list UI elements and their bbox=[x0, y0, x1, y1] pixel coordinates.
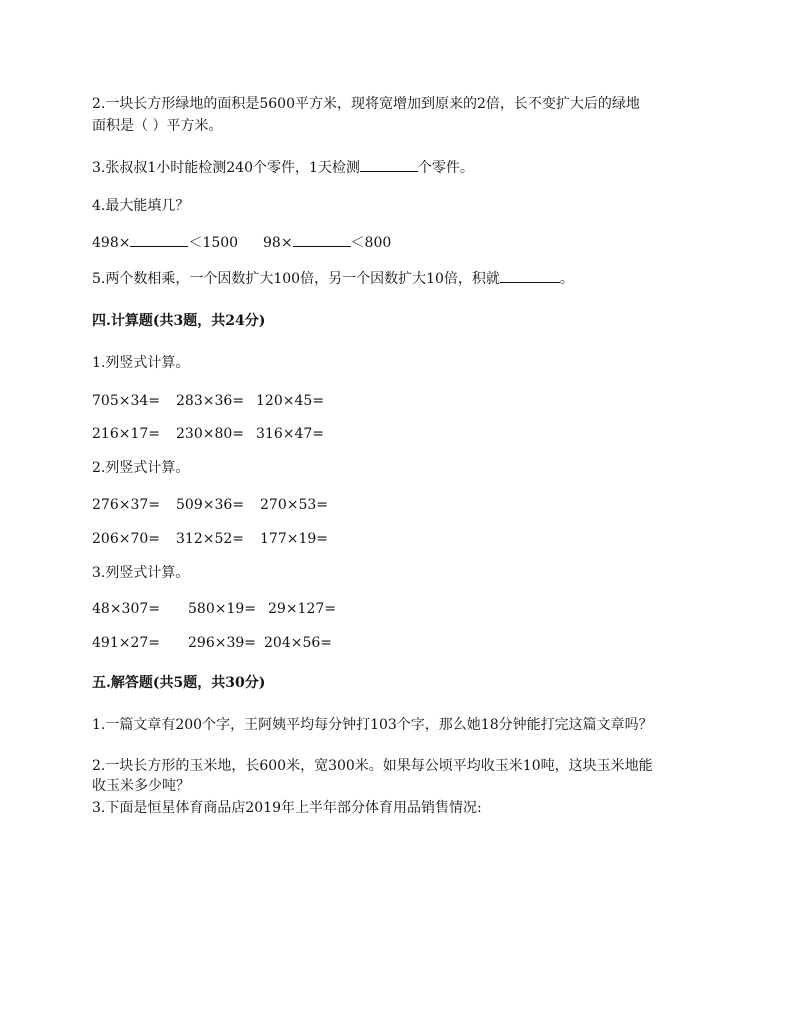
calc-item: 120×45= bbox=[256, 393, 324, 409]
calc-group3-row1 bbox=[92, 599, 336, 619]
s5-q3: 3.下面是恒星体育商品店2019年上半年部分体育用品销售情况: bbox=[92, 800, 482, 816]
q5-answer-blank[interactable] bbox=[500, 268, 560, 283]
s5-q1: 1.一篇文章有200个字，王阿姨平均每分钟打103个字，那么她18分钟能打完这篇文章吗？ bbox=[92, 717, 653, 733]
calc-item: 580×19= bbox=[188, 601, 256, 617]
calc-item: 705×34= bbox=[92, 393, 160, 409]
calc-item: 509×36= bbox=[176, 497, 244, 513]
q4-item1-blank[interactable] bbox=[130, 232, 188, 247]
q5-suffix: 。 bbox=[559, 271, 574, 287]
q5-prefix: 5.两个数相乘，一个因数扩大100倍，另一个因数扩大10倍，积就 bbox=[92, 271, 500, 287]
calc-group3-row2 bbox=[92, 633, 332, 653]
s5-q2-line1: 2.一块长方形的玉米地，长600米，宽300米。如果每公顷平均收玉米10吨，这块玉米地能 bbox=[92, 758, 653, 774]
s5-q2-line2: 收玉米多少吨？ bbox=[92, 778, 190, 794]
calc-item: 177×19= bbox=[260, 531, 328, 547]
q4-item2-prefix: 98× bbox=[263, 235, 293, 251]
calc-group1-row1 bbox=[92, 391, 324, 411]
q4-item2-blank[interactable] bbox=[293, 232, 351, 247]
calc-group3-title: 3.列竖式计算。 bbox=[92, 565, 190, 581]
q3-text bbox=[92, 157, 474, 178]
calc-group1-title: 1.列竖式计算。 bbox=[92, 355, 190, 371]
q3-suffix: 个零件。 bbox=[417, 160, 474, 176]
section4-heading: 四.计算题(共3题，共24分) bbox=[92, 313, 266, 329]
calc-item: 29×127= bbox=[268, 601, 336, 617]
q4-item1-prefix: 498× bbox=[92, 235, 131, 251]
calc-item: 48×307= bbox=[92, 601, 160, 617]
calc-item: 276×37= bbox=[92, 497, 160, 513]
calc-item: 206×70= bbox=[92, 531, 160, 547]
calc-item: 270×53= bbox=[260, 497, 328, 513]
q2-line1: 2.一块长方形绿地的面积是5600平方米，现将宽增加到原来的2倍，长不变扩大后的绿地 bbox=[92, 96, 640, 112]
q5-text bbox=[92, 268, 574, 289]
calc-item: 216×17= bbox=[92, 426, 160, 442]
calc-item: 316×47= bbox=[256, 426, 324, 442]
q4-items bbox=[92, 232, 391, 253]
q3-answer-blank[interactable] bbox=[360, 157, 418, 172]
calc-item: 296×39= bbox=[188, 635, 256, 651]
calc-group2-row2 bbox=[92, 529, 328, 549]
q4-item2-suffix: ＜800 bbox=[350, 235, 392, 251]
q4-title: 4.最大能填几？ bbox=[92, 198, 190, 214]
q2-line2: 面积是（ ）平方米。 bbox=[92, 118, 223, 134]
calc-group2-title: 2.列竖式计算。 bbox=[92, 460, 190, 476]
calc-group1-row2 bbox=[92, 424, 324, 444]
q3-prefix: 3.张叔叔1小时能检测240个零件，1天检测 bbox=[92, 160, 360, 176]
calc-item: 230×80= bbox=[176, 426, 244, 442]
calc-item: 491×27= bbox=[92, 635, 160, 651]
calc-group2-row1 bbox=[92, 495, 328, 515]
section5-heading: 五.解答题(共5题，共30分) bbox=[92, 675, 266, 691]
calc-item: 283×36= bbox=[176, 393, 244, 409]
calc-item: 204×56= bbox=[264, 635, 332, 651]
q4-item1-suffix: ＜1500 bbox=[188, 235, 239, 251]
calc-item: 312×52= bbox=[176, 531, 244, 547]
